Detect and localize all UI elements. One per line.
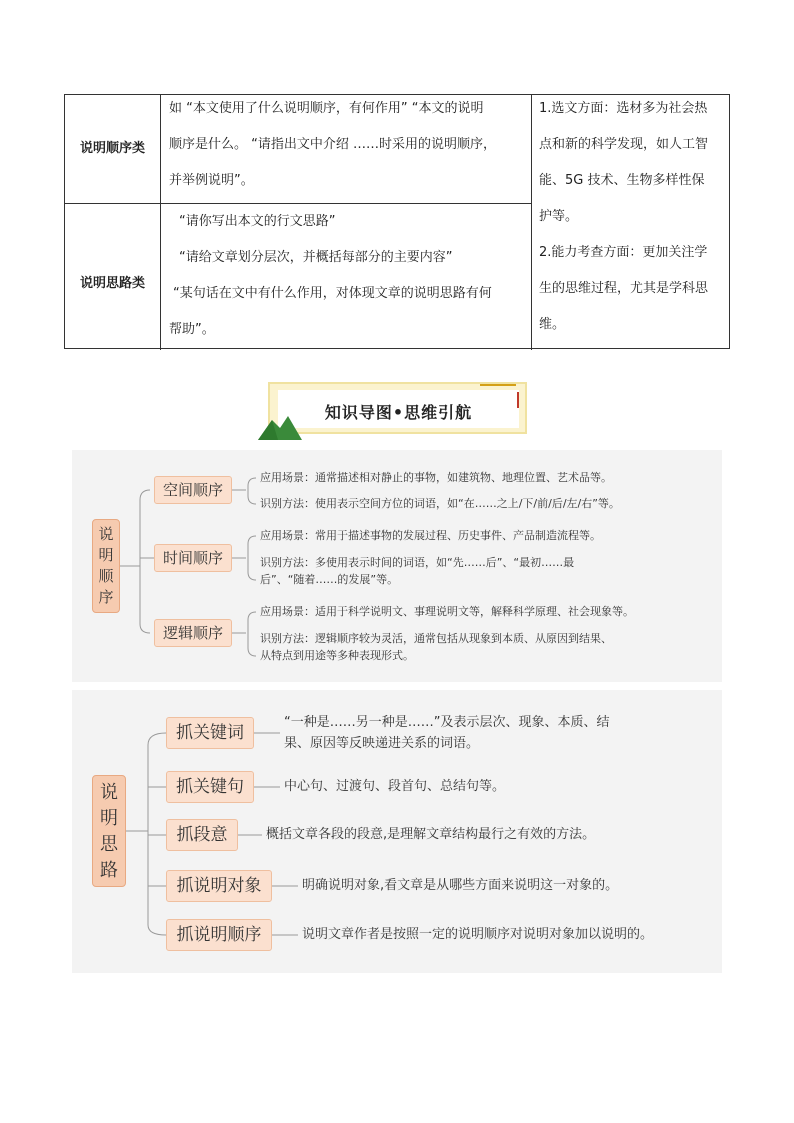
feature-line: 护等。: [539, 209, 579, 224]
mindmap-root-order: [92, 519, 120, 613]
feature-line: 点和新的科学发现，如人工智: [539, 137, 709, 152]
branch-node-key-sentences: 抓关键句: [166, 771, 254, 803]
table-cell-type: [65, 204, 161, 350]
question-type-label: 说明思路类: [79, 276, 145, 291]
branch-detail-line: 识别方法：使用表示空间方位的词语，如“在……之上/下/前/后/左/右”等。: [260, 497, 620, 510]
example-line: “请给文章划分层次，并概括每部分的主要内容”: [179, 250, 453, 265]
branch-detail-line: 明确说明对象,看文章是从哪些方面来说明这一对象的。: [302, 878, 619, 893]
feature-line: 维。: [539, 317, 566, 332]
feature-line: 2.能力考查方面：更加关注学: [539, 245, 708, 260]
section-title: 知识导图•思维引航: [324, 403, 473, 422]
feature-line: 生的思维过程，尤其是学科思: [539, 281, 709, 296]
feature-line: 能、5G 技术、生物多样性保: [539, 173, 705, 188]
section-title-badge: [268, 382, 527, 434]
branch-detail-line: 中心句、过渡句、段首句、总结句等。: [284, 779, 506, 794]
question-type-table: [64, 94, 730, 349]
branch-detail-line: 果、原因等反映递进关系的词语。: [284, 736, 480, 751]
branch-node-keywords: 抓关键词: [166, 717, 254, 749]
mindmap-root-thinking: [92, 775, 126, 887]
branch-detail-line: 概括文章各段的段意,是理解文章结构最行之有效的方法。: [266, 827, 596, 842]
root-char: 说: [100, 782, 118, 803]
badge-accent-bar: [517, 392, 519, 408]
example-line: 并举例说明”。: [169, 173, 254, 188]
root-char: 顺: [98, 567, 114, 585]
examples-text: [169, 204, 523, 348]
table-cell-type: [65, 95, 161, 204]
example-line: “请你写出本文的行文思路”: [179, 214, 336, 229]
example-line: 帮助”。: [169, 322, 215, 337]
root-char: 序: [98, 588, 114, 606]
branch-detail-line: 从特点到用途等多种表现形式。: [260, 649, 414, 662]
features-text: [539, 91, 725, 343]
branch-node-time-order: 时间顺序: [154, 544, 232, 572]
branch-node-logic-order: 逻辑顺序: [154, 619, 232, 647]
table-cell-features: [532, 95, 731, 350]
badge-accent-line: [480, 384, 516, 386]
branch-node-sequence: 抓说明顺序: [166, 919, 272, 951]
table-cell-examples: [161, 204, 532, 350]
branch-detail-line: 应用场景：适用于科学说明文、事理说明文等，解释科学原理、社会现象等。: [260, 605, 634, 618]
feature-line: 1.选文方面：选材多为社会热: [539, 101, 708, 116]
branch-detail-line: 识别方法：逻辑顺序较为灵活，通常包括从现象到本质、从原因到结果、: [260, 632, 612, 645]
branch-detail-line: 识别方法：多使用表示时间的词语，如“先……后”、“最初……最: [260, 556, 575, 569]
root-char: 路: [100, 860, 118, 881]
examples-text: [169, 91, 523, 199]
branch-detail-line: “一种是……另一种是……”及表示层次、现象、本质、结: [284, 715, 610, 730]
branch-node-paragraph-meaning: 抓段意: [166, 819, 238, 851]
question-type-label: 说明顺序类: [79, 141, 145, 156]
example-line: 顺序是什么。 “请指出文中介绍 ……时采用的说明顺序，: [169, 137, 496, 152]
root-char: 明: [100, 808, 118, 829]
branch-node-spatial-order: 空间顺序: [154, 476, 232, 504]
mountain-icon: [258, 414, 302, 440]
example-line: “某句话在文中有什么作用，对体现文章的说明思路有何: [173, 286, 492, 301]
branch-node-object: 抓说明对象: [166, 870, 272, 902]
branch-detail-line: 后”、“随着……的发展”等。: [260, 573, 399, 586]
root-char: 明: [98, 546, 114, 564]
example-line: 如 “本文使用了什么说明顺序，有何作用” “本文的说明: [169, 101, 484, 116]
branch-detail-line: 说明文章作者是按照一定的说明顺序对说明对象加以说明的。: [302, 927, 654, 942]
section-title-frame: [278, 390, 519, 428]
root-char: 思: [100, 834, 118, 855]
table-cell-examples: [161, 95, 532, 204]
branch-detail-line: 应用场景：常用于描述事物的发展过程、历史事件、产品制造流程等。: [260, 529, 601, 542]
root-char: 说: [98, 525, 114, 543]
branch-detail-line: 应用场景：通常描述相对静止的事物，如建筑物、地理位置、艺术品等。: [260, 471, 612, 484]
